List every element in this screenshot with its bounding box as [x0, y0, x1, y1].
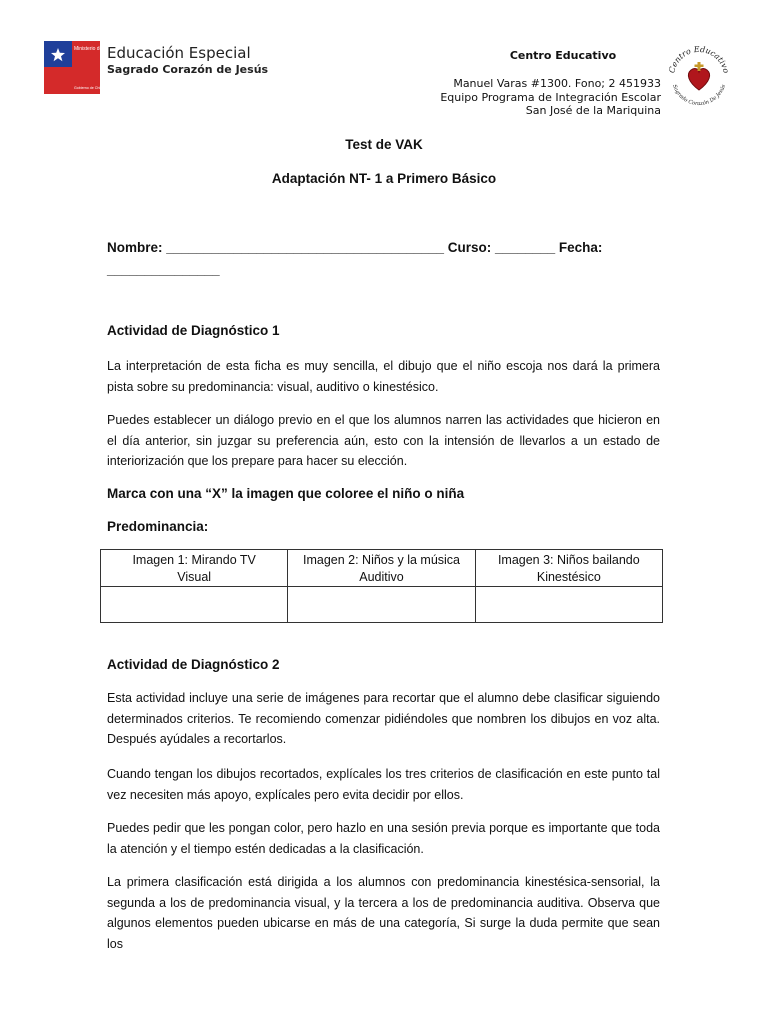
table-cell [288, 550, 475, 587]
type-label: Visual [177, 570, 212, 584]
document-subtitle: Adaptación NT- 1 a Primero Básico [271, 171, 497, 186]
svg-text:Ministerio de Educación: Ministerio d [74, 46, 100, 52]
heart-icon [688, 69, 709, 90]
predominance-label: Predominancia: [107, 519, 209, 534]
activity-1-paragraph: La interpretación de esta ficha es muy sencilla, el dibujo que el niño escoja nos dará la primera pista sobre su predominancia: visual, auditivo o kinestésico. [107, 359, 660, 394]
table-cell [101, 550, 288, 587]
activity-2-heading: Actividad de Diagnóstico 2 [107, 657, 280, 672]
activity-1-heading: Actividad de Diagnóstico 1 [107, 323, 280, 338]
table-cell [475, 550, 662, 587]
image-label: Imagen 1: Mirando TV [132, 553, 256, 567]
address-line: San José de la Mariquina [525, 104, 661, 117]
ministry-logo [44, 41, 100, 94]
image-label: Imagen 3: Niños bailando [497, 553, 640, 567]
activity-2-paragraph: Puedes pedir que les pongan color, pero hazlo en una sesión previa porque es importante que toda la atención y el tiempo estén dedicadas a la clasificación. [107, 821, 660, 856]
table-mark-row [101, 587, 663, 623]
activity-1-instruction: Marca con una “X” la imagen que coloree el niño o niña [107, 486, 465, 501]
student-info-line: Nombre: _____________________________________ Curso: ________ Fecha: _______________ [107, 240, 603, 277]
center-name: Centro Educativo [509, 49, 617, 62]
school-seal [664, 40, 734, 110]
type-label: Kinestésico [536, 570, 601, 584]
school-name: Sagrado Corazón de Jesús [107, 63, 269, 76]
program-title: Educación Especial [107, 44, 251, 62]
activity-2-paragraph: Esta actividad incluye una serie de imágenes para recortar que el alumno debe clasificar siguiendo determinados criterios. Te recomiendo comenzar pidiéndoles que nombren los dibujos en voz alta. Después ayúdales a recortarlos. [107, 691, 660, 746]
activity-2-paragraph: La primera clasificación está dirigida a los alumnos con predominancia kinestésica-sensorial, la segunda a los de predominancia visual, y la tercera a los de predominancia auditiva. Observa que algunos elementos pueden ubicarse en más de una categoría, Si surge la duda permite que sean los [107, 875, 660, 951]
predominance-table [100, 549, 663, 623]
mark-cell[interactable] [475, 587, 662, 623]
address-line: Manuel Varas #1300. Fono; 2 451933 [453, 77, 661, 90]
table-header-row [101, 550, 663, 587]
activity-2-paragraph: Cuando tengan los dibujos recortados, explícales los tres criterios de clasificación en este punto tal vez necesiten más apoyo, explícales pero evita decidir por ellos. [107, 767, 660, 802]
document-title: Test de VAK [345, 137, 423, 152]
mark-cell[interactable] [101, 587, 288, 623]
svg-text:Gobierno de Chile: Gobierno de Ch [74, 86, 100, 90]
address-block [380, 77, 661, 118]
svg-text:Sagrado Corazón De Jesús: Sagrado Corazón De Jesús [671, 83, 727, 108]
address-line: Equipo Programa de Integración Escolar [440, 90, 661, 104]
activity-1-paragraph: Puedes establecer un diálogo previo en el que los alumnos narren las actividades que hicieron en el día anterior, sin juzgar su preferencia aún, esto con la intensión de llevarlos a un estado de interiorización que los prepare para hacer su elección. [107, 413, 660, 468]
svg-text:Centro Educativo: Centro Educativo [667, 44, 731, 75]
mark-cell[interactable] [288, 587, 475, 623]
type-label: Auditivo [359, 570, 404, 584]
image-label: Imagen 2: Niños y la música [302, 553, 460, 567]
